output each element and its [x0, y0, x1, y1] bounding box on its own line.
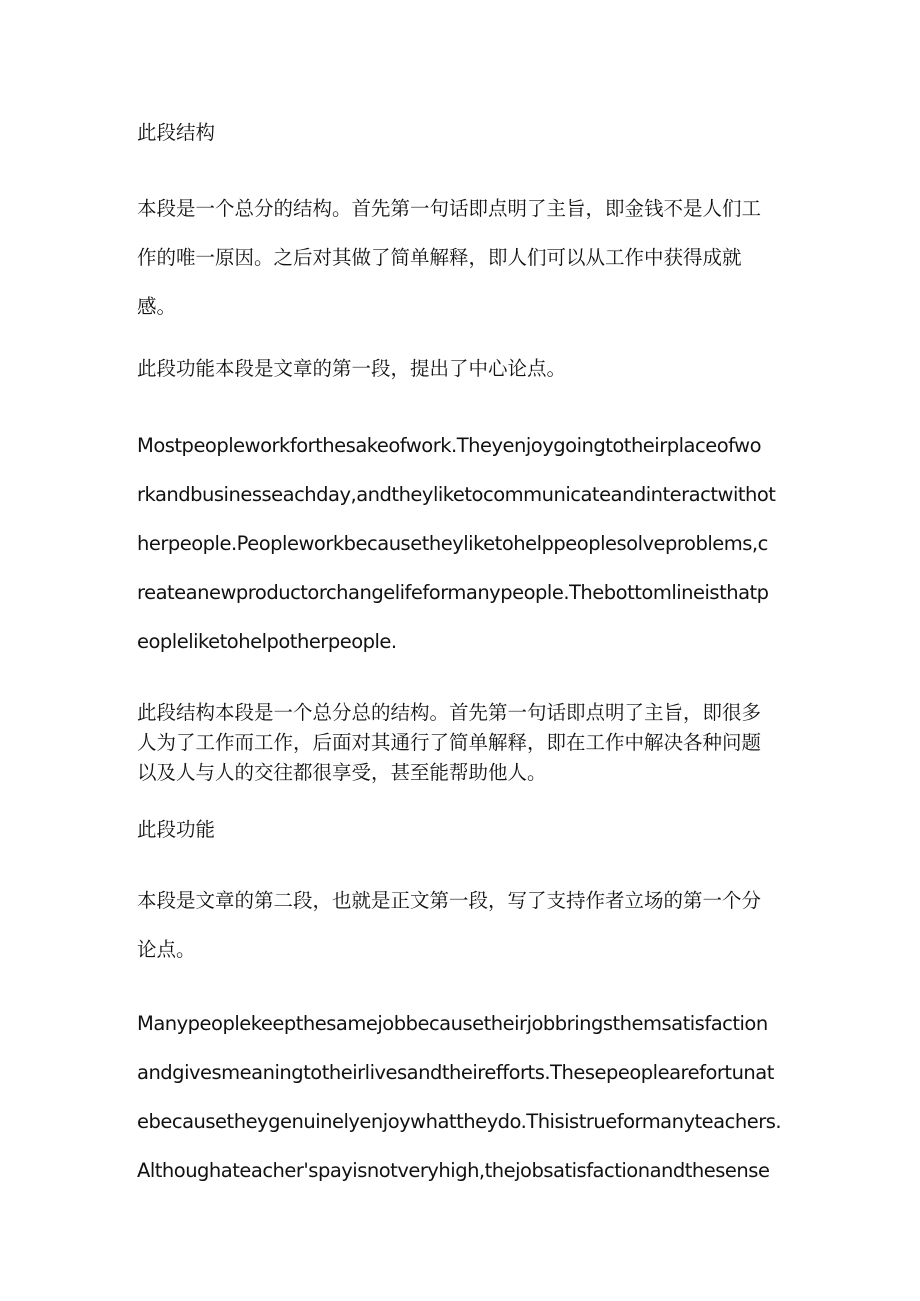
text-line: 此段结构 [137, 121, 216, 144]
structure-2 [137, 698, 785, 788]
text-line: 此段功能 [137, 818, 216, 841]
structure-heading-1 [137, 118, 785, 148]
text-line: 本段是文章的第二段，也就是正文第一段，写了支持作者立场的第一个分 [137, 889, 762, 912]
text-line: 人为了工作而工作，后面对其通行了简单解释，即在工作中解决各种问题 [137, 731, 762, 754]
text-line: Althoughateacher'spayisnotveryhigh,thejobsatisfactionandthesense [137, 1159, 770, 1182]
english-passage-2 [137, 999, 785, 1195]
text-line: 感。 [137, 295, 177, 318]
text-line: reateanewproductorchangelifeformanypeople.Thebottomlineisthatp [137, 581, 769, 604]
text-line: 此段结构本段是一个总分总的结构。首先第一句话即点明了主旨，即很多 [137, 701, 762, 724]
function-body-2 [137, 876, 785, 974]
text-line: eopleliketohelpotherpeople. [137, 630, 397, 653]
text-line: Mostpeopleworkforthesakeofwork.Theyenjoygoingtotheirplaceofwo [137, 434, 762, 457]
text-line: rkandbusinesseachday,andtheyliketocommunicateandinteractwithot [137, 483, 776, 506]
function-1 [137, 354, 785, 384]
text-line: 本段是一个总分的结构。首先第一句话即点明了主旨，即金钱不是人们工 [137, 197, 762, 220]
text-line: 以及人与人的交往都很享受，甚至能帮助他人。 [137, 761, 547, 784]
structure-body-1 [137, 184, 785, 331]
text-line: 此段功能本段是文章的第一段，提出了中心论点。 [137, 357, 567, 380]
text-line: Manypeoplekeepthesamejobbecausetheirjobbringsthemsatisfaction [137, 1012, 768, 1035]
english-passage-1 [137, 421, 785, 666]
text-line: andgivesmeaningtotheirlivesandtheirefforts.Thesepeoplearefortunat [137, 1061, 774, 1084]
text-line: herpeople.Peopleworkbecausetheyliketohelppeoplesolveproblems,c [137, 532, 768, 555]
function-heading-2 [137, 815, 785, 845]
text-line: 论点。 [137, 938, 196, 961]
text-line: ebecausetheygenuinelyenjoywhattheydo.Thisistrueformanyteachers. [137, 1110, 782, 1133]
text-line: 作的唯一原因。之后对其做了简单解释，即人们可以从工作中获得成就 [137, 246, 742, 269]
